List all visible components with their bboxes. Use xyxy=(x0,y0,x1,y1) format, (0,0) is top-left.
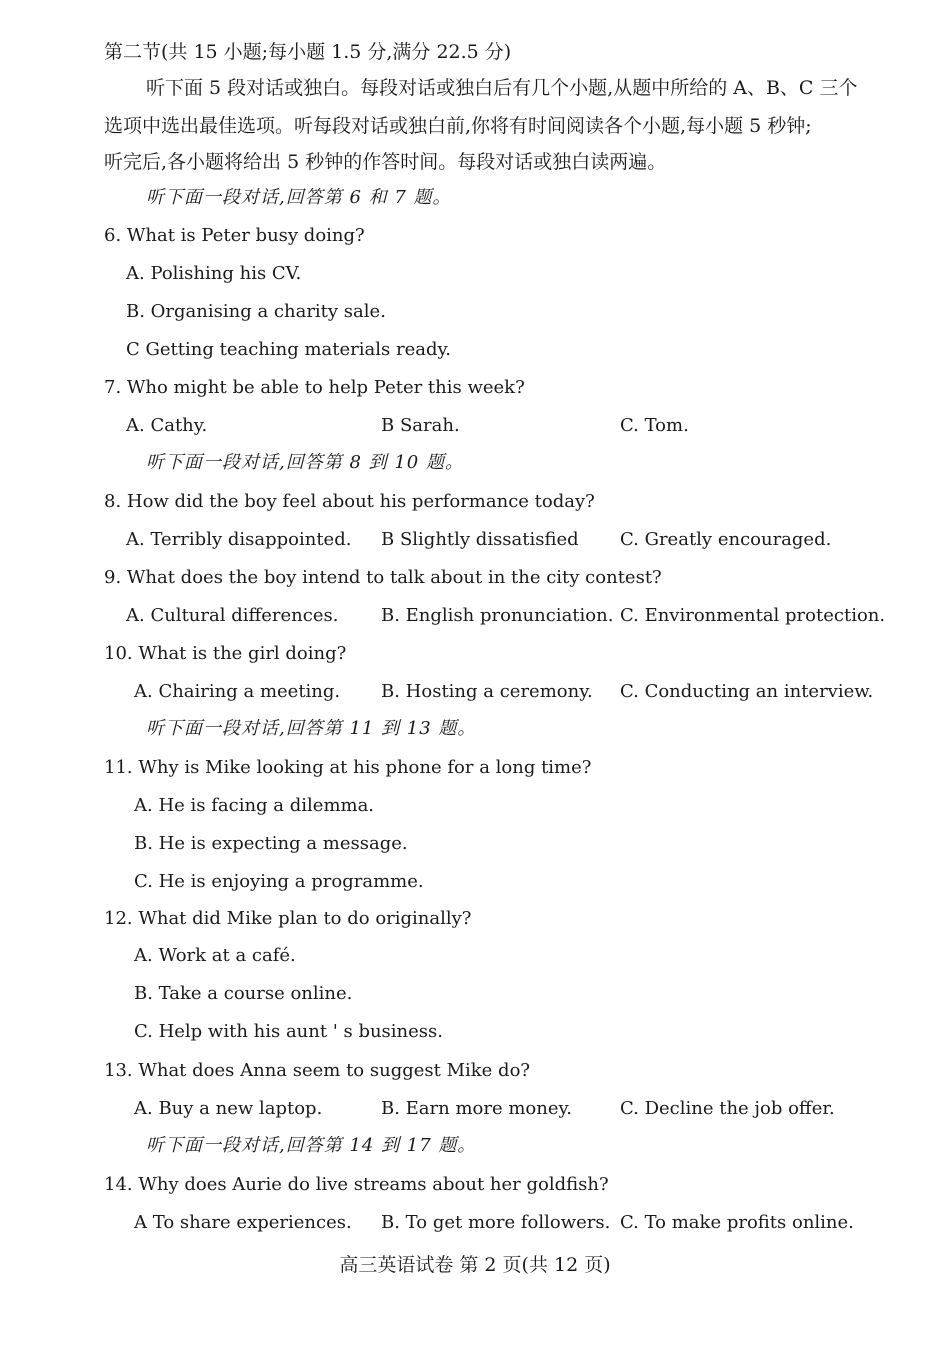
group-instruction: 听下面一段对话,回答第 14 到 17 题。 xyxy=(146,1135,477,1156)
option-a: A. Cultural differences. xyxy=(126,605,339,626)
group-instruction: 听下面一段对话,回答第 8 到 10 题。 xyxy=(146,452,464,473)
question-stem: 14. Why does Aurie do live streams about her goldfish? xyxy=(104,1174,609,1195)
option-b: B Sarah. xyxy=(381,415,460,436)
option-a: A. Cathy. xyxy=(126,415,208,436)
option-a: A To share experiences. xyxy=(134,1212,352,1233)
option-c: C Getting teaching materials ready. xyxy=(126,339,451,360)
option-c: C. Help with his aunt ' s business. xyxy=(134,1021,443,1042)
section-title: 第二节(共 15 小题;每小题 1.5 分,满分 22.5 分) xyxy=(104,41,512,63)
question-stem: 13. What does Anna seem to suggest Mike do? xyxy=(104,1060,531,1081)
option-c: C. To make profits online. xyxy=(620,1212,854,1233)
option-b: B. Take a course online. xyxy=(134,983,353,1004)
intro-line-2: 选项中选出最佳选项。听每段对话或独白前,你将有时间阅读各个小题,每小题 5 秒钟; xyxy=(104,115,812,137)
option-a: A. Buy a new laptop. xyxy=(134,1098,323,1119)
question-stem: 6. What is Peter busy doing? xyxy=(104,225,365,246)
option-c: C. Conducting an interview. xyxy=(620,681,874,702)
option-c: C. Decline the job offer. xyxy=(620,1098,835,1119)
question-stem: 9. What does the boy intend to talk about in the city contest? xyxy=(104,567,662,588)
option-c: C. Environmental protection. xyxy=(620,605,886,626)
group-instruction: 听下面一段对话,回答第 11 到 13 题。 xyxy=(146,718,477,739)
option-a: A. Terribly disappointed. xyxy=(126,529,352,550)
option-b: B. To get more followers. xyxy=(381,1212,611,1233)
intro-line-3: 听完后,各小题将给出 5 秒钟的作答时间。每段对话或独白读两遍。 xyxy=(104,151,667,173)
option-a: A. He is facing a dilemma. xyxy=(134,795,375,816)
question-stem: 8. How did the boy feel about his performance today? xyxy=(104,491,595,512)
option-a: A. Polishing his CV. xyxy=(126,263,302,284)
option-a: A. Chairing a meeting. xyxy=(134,681,341,702)
intro-line-1: 听下面 5 段对话或独白。每段对话或独白后有几个小题,从题中所给的 A、B、C 三个 xyxy=(146,77,858,99)
option-b: B. Earn more money. xyxy=(381,1098,572,1119)
option-b: B. Hosting a ceremony. xyxy=(381,681,593,702)
option-b: B. Organising a charity sale. xyxy=(126,301,386,322)
question-stem: 10. What is the girl doing? xyxy=(104,643,347,664)
option-a: A. Work at a café. xyxy=(134,945,296,966)
option-b: B Slightly dissatisfied xyxy=(381,529,579,550)
page-footer: 高三英语试卷 第 2 页(共 12 页) xyxy=(339,1254,611,1276)
option-b: B. He is expecting a message. xyxy=(134,833,408,854)
option-c: C. He is enjoying a programme. xyxy=(134,871,424,892)
option-c: C. Tom. xyxy=(620,415,689,436)
question-stem: 7. Who might be able to help Peter this week? xyxy=(104,377,525,398)
question-stem: 11. Why is Mike looking at his phone for a long time? xyxy=(104,757,592,778)
option-b: B. English pronunciation. xyxy=(381,605,614,626)
group-instruction: 听下面一段对话,回答第 6 和 7 题。 xyxy=(146,187,452,208)
question-stem: 12. What did Mike plan to do originally? xyxy=(104,908,472,929)
option-c: C. Greatly encouraged. xyxy=(620,529,832,550)
